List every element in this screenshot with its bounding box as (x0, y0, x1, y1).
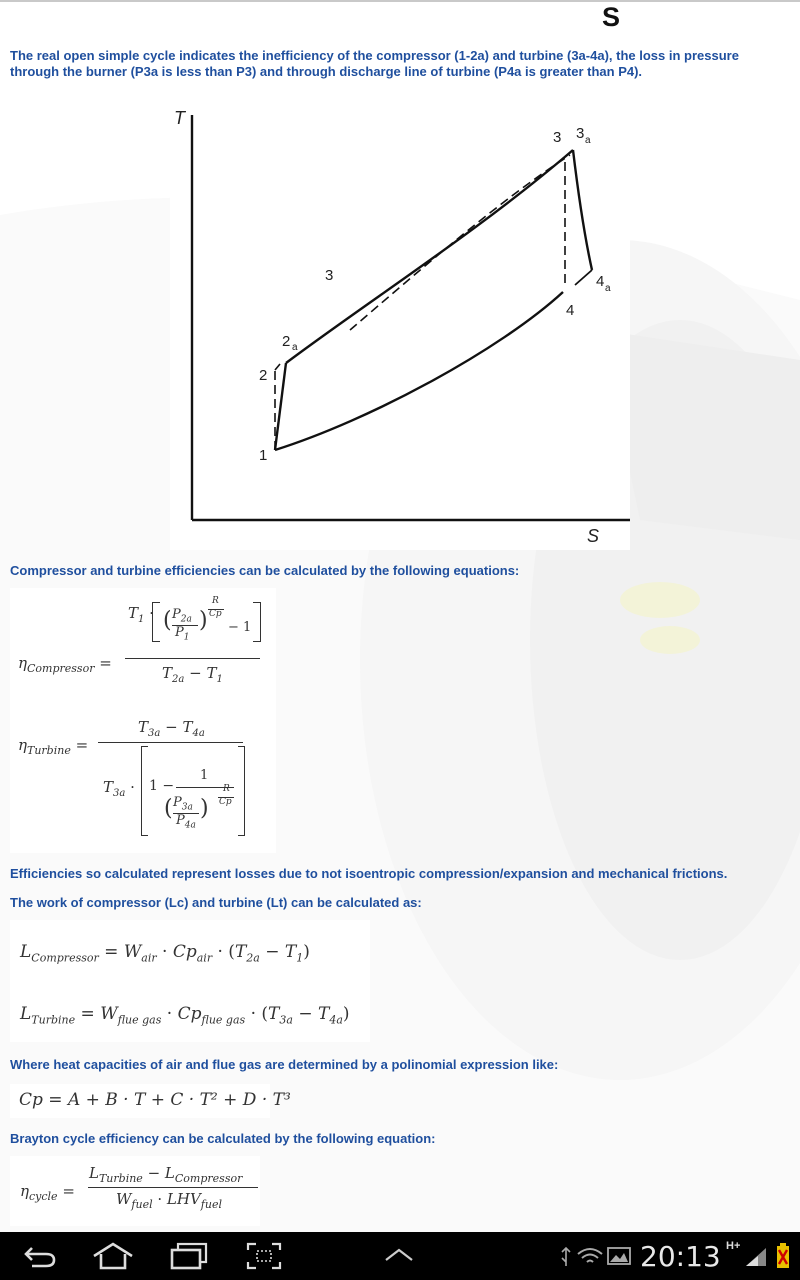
label-1: 1 (259, 447, 268, 464)
efficiency-intro: Compressor and turbine efficiencies can be calculated by the following equations: (10, 563, 520, 578)
compressor-numerator: $T_1$ · (128, 604, 154, 625)
axis-t-label: T (174, 108, 185, 128)
bracket-left (152, 602, 160, 642)
signal-icon (744, 1246, 768, 1268)
l-compressor-equation: $L_{Compressor} = W_{air} \cdot Cp_{air} \cdot (T_{2a} - T_1)$ (20, 942, 310, 965)
back-icon[interactable] (22, 1244, 58, 1268)
axis-s-label: S (587, 526, 600, 546)
cycle-denominator: $W_{fuel} \cdot LHV_{fuel}$ (116, 1190, 222, 1211)
battery-warning-icon (774, 1242, 792, 1270)
work-intro: The work of compressor (Lc) and turbine (Lt) can be calculated as: (10, 895, 422, 910)
label-3: 3 (553, 129, 562, 146)
label-2: 2 (259, 367, 268, 384)
eta-turbine-label: $\eta_{Turbine}$ = (18, 736, 89, 757)
label-4a-sub: a (605, 283, 611, 294)
intro-paragraph: The real open simple cycle indicates the inefficiency of the compressor (1-2a) and turbine (3a-4a), the loss in pressure through the burner (P3a is less than P3) and through discharge line of turbine (P4a is greater than P4). (10, 48, 739, 79)
network-type: H+ (726, 1240, 741, 1252)
p2a-over-p1: $P_{2a}$ (172, 607, 192, 625)
curve-3a-4a (573, 150, 592, 270)
efficiency-equations: $\eta_{Compressor}$ = $T_1$ · ( $P_{2a}$ $P_1$ ) R Cp − 1 $T_{2a} - T_1$ $\eta_{Turbine}$ = $T_{3a} - T_{4a}$ $T_{3a}$ · 1 − 1 ( $P_{3a}$ $P_{4a}$ ) R Cp (10, 588, 276, 853)
menu-up-icon[interactable] (384, 1248, 414, 1262)
cp-equation-box (10, 1084, 291, 1118)
eta-cycle-label: $\eta_{cycle}$ = (20, 1182, 75, 1203)
label-3-mid: 3 (325, 267, 334, 284)
cycle-equation (10, 1156, 260, 1226)
label-4a: 4 (596, 273, 605, 290)
page-heading: S (602, 2, 621, 32)
notification-icons (560, 1244, 634, 1268)
losses-note: Efficiencies so calculated represent losses due to not isoentropic compression/expansion and mechanical frictions. (10, 866, 728, 881)
status-clock: 20:13 (640, 1240, 721, 1273)
system-navigation-bar (0, 1232, 800, 1280)
label-2a-sub: a (292, 342, 298, 353)
compressor-fraction-bar (125, 658, 260, 659)
label-4: 4 (566, 302, 575, 319)
recent-apps-icon[interactable] (170, 1242, 208, 1270)
home-icon[interactable] (92, 1242, 134, 1270)
turbine-numerator: $T_{3a} - T_{4a}$ (138, 718, 205, 739)
cp-polynomial: Cp = A + B · T + C · T² + D · T³ (19, 1090, 291, 1110)
exponent-r-over-cp: R (212, 596, 219, 606)
turbine-denominator: $T_{3a}$ · (103, 778, 135, 799)
label-3a: 3 (576, 125, 585, 142)
label-3a-sub: a (585, 135, 591, 146)
curve-1-4 (275, 292, 563, 450)
compressor-denominator: $T_{2a} - T_1$ (162, 664, 223, 685)
turbine-fraction-bar (98, 742, 243, 743)
top-divider (0, 0, 800, 2)
work-equations (10, 920, 370, 1042)
ts-diagram (170, 100, 630, 550)
eta-compressor-label: $\eta_{Compressor}$ = (18, 654, 112, 675)
cycle-numerator: $L_{Turbine} - L_{Compressor}$ (89, 1164, 243, 1185)
label-2a: 2 (282, 333, 291, 350)
screenshot-icon[interactable] (246, 1242, 282, 1270)
curve-1-2a (275, 363, 286, 450)
bracket-right (253, 602, 261, 642)
l-turbine-equation: $L_{Turbine} = W_{flue gas} \cdot Cp_{flue gas} \cdot (T_{3a} - T_{4a})$ (20, 1004, 350, 1027)
cycle-intro: Brayton cycle efficiency can be calculated by the following equation: (10, 1131, 436, 1146)
cp-intro: Where heat capacities of air and flue gas are determined by a polinomial expression like: (10, 1057, 559, 1072)
